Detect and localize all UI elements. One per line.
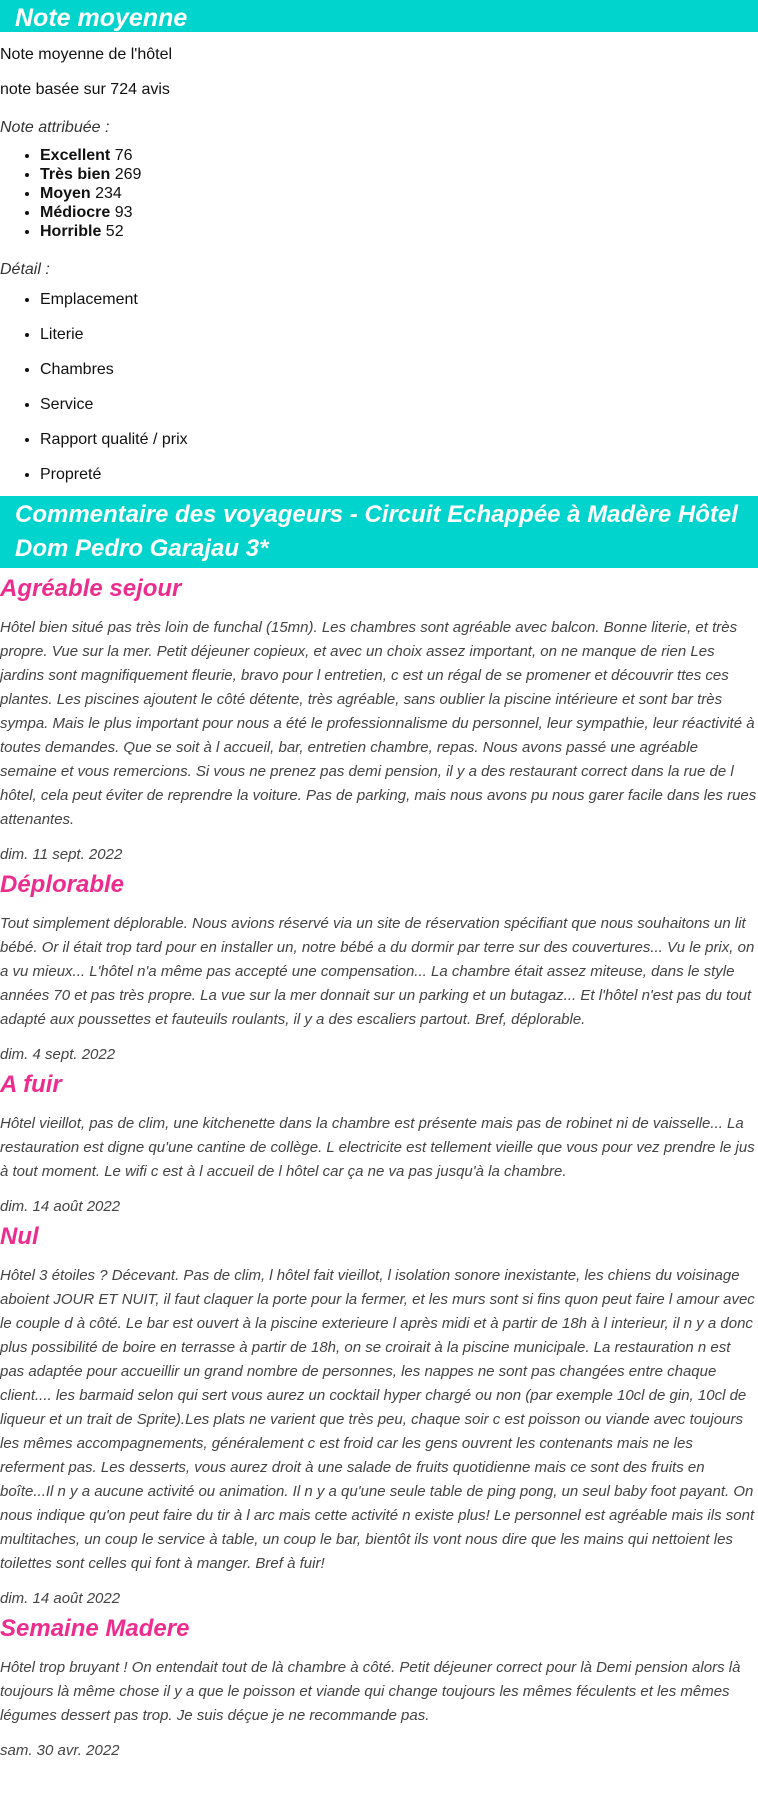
average-subtitle: Note moyenne de l'hôtel: [0, 46, 173, 63]
review-date: dim. 4 sept. 2022: [0, 1046, 116, 1063]
review-body: Hôtel vieillot, pas de clim, une kitchenette dans la chambre est présente mais pas de robinet ni de vaisselle... La restauration est digne qu'une cantine de collège. L electricite est tellement vieille que vous pour vez prendre le jus à tout moment. Le wifi c est à l accueil de l hôtel car ça ne va pas jusqu'à la chambre.: [0, 1115, 755, 1180]
reviews-section-title: Commentaire des voyageurs - Circuit Echappée à Madère Hôtel Dom Pedro Garajau 3*: [0, 496, 758, 568]
rating-item: [40, 203, 758, 222]
rating-count: 234: [95, 185, 122, 202]
review-body: Tout simplement déplorable. Nous avions réservé via un site de réservation spécifiant que nous souhaitons un lit bébé. Or il était trop tard pour en installer un, notre bébé a du dormir par terre sur des couvertures... Vu le prix, on a vu mieux... L'hôtel n'a même pas accepté une compensation... La chambre était assez miteuse, dans le style années 70 et pas très propre. La vue sur la mer donnait sur un parking et un butagaz... Et l'hôtel n'est pas du tout adapté aux poussettes et fauteuils roulants, il y a des escaliers partout. Bref, déplorable.: [0, 915, 755, 1028]
rating-count: 269: [114, 166, 142, 183]
review-body: Hôtel trop bruyant ! On entendait tout de là chambre à côté. Petit déjeuner correct pour là Demi pension alors là toujours là même chose il y a que le poisson et viande qui change toujours les mêmes féculents et les mêmes légumes dessert pas trop. Je suis déçue je ne recommande pas.: [0, 1659, 741, 1724]
rating-item: [40, 222, 758, 241]
detail-item: • Literie: [40, 325, 758, 345]
review-title: Déplorable: [0, 871, 125, 898]
rating-count: 52: [105, 223, 124, 240]
review-item: [0, 574, 758, 865]
review-date: dim. 14 août 2022: [0, 1590, 121, 1607]
review-title: Agréable sejour: [0, 575, 182, 602]
review-title: Nul: [0, 1223, 39, 1250]
review-title: A fuir: [0, 1071, 62, 1098]
review-item: [0, 1070, 758, 1217]
detail-item: • Rapport qualité / prix: [40, 430, 758, 450]
review-item: [0, 870, 758, 1065]
review-item: [0, 1222, 758, 1609]
review-item: [0, 1614, 758, 1761]
detail-item: • Chambres: [40, 360, 758, 380]
reviews-count: note basée sur 724 avis: [0, 81, 170, 98]
review-date: sam. 30 avr. 2022: [0, 1742, 120, 1759]
rating-label: Très bien: [40, 166, 111, 183]
detail-item: • Service: [40, 395, 758, 415]
review-list: [0, 574, 758, 1761]
rating-item: [40, 146, 758, 165]
detail-item: • Propreté: [40, 465, 758, 485]
details-list: [0, 290, 758, 485]
review-title: Semaine Madere: [0, 1615, 190, 1642]
rating-count: 93: [114, 204, 133, 221]
rating-label: Médiocre: [40, 204, 111, 221]
review-body: Hôtel 3 étoiles ? Décevant. Pas de clim, l hôtel fait vieillot, l isolation sonore inexistante, les chiens du voisinage aboient JOUR ET NUIT, il faut claquer la porte pour la fermer, et les murs sont si fins quon peut faire l amour avec le couple d à côté. Le bar est ouvert à la piscine exterieure l après midi et à partir de 18h à l interieur, il n y a donc plus possibilité de boire en terrasse à partir de 18h, on se croirait à la piscine municipale. La restauration n est pas adaptée pour accueillir un grand nombre de personnes, les nappes ne sont pas changées entre chaque client.... les barmaid selon qui sert vous aurez un cocktail hyper chargé ou non (par exemple 10cl de gin, 10cl de liqueur et un trait de Sprite).Les plats ne varient que très peu, chaque soir c est poisson ou viande avec toujours les mêmes accompagnements, généralement c est froid car les gens ouvrent les contenants mais ne les referment pas. Les desserts, vous aurez droit à une salade de fruits quotidienne mais ce sont des fruits en boîte...Il n y a aucune activité ou animation. Il n y a qu'une seule table de ping pong, un seul baby foot payant. On nous indique qu'on peut faire du tir à l arc mais cette activité n existe plus! Le personnel est agréable mais ils sont multitaches, un coup le service à table, un coup le bar, bientôt ils vont nous dire que les mains qui nettoient les toilettes sont celles qui font à manger. Bref à fuir!: [0, 1267, 755, 1572]
review-body: Hôtel bien situé pas très loin de funchal (15mn). Les chambres sont agréable avec balcon. Bonne literie, et très propre. Vue sur la mer. Petit déjeuner copieux, et avec un choix assez important, on ne manque de rien Les jardins sont magnifiquement fleurie, bravo pour l entretien, c est un régal de se promener et découvrir ttes ces plantes. Les piscines ajoutent le côté détente, très agréable, sans oublier la piscine intérieure et sont bar très sympa. Mais le plus important pour nous a été le professionnalisme du personnel, leur sympathie, leur réactivité à toutes demandes. Que se soit à l accueil, bar, entretien chambre, repas. Nous avons passé une agréable semaine et vous remercions. Si vous ne prenez pas demi pension, il y a des restaurant correct dans la rue de l hôtel, cela peut éviter de reprendre la voiture. Pas de parking, mais nous avons pu nous garer facile dans les rues attenantes.: [0, 619, 757, 828]
detail-item: • Emplacement: [40, 290, 758, 310]
ratings-list: [0, 146, 758, 241]
review-date: dim. 11 sept. 2022: [0, 846, 123, 863]
details-label: Détail :: [0, 261, 50, 278]
review-date: dim. 14 août 2022: [0, 1198, 121, 1215]
rating-label: Excellent: [40, 147, 111, 164]
rating-count: 76: [114, 147, 133, 164]
ratings-label: Note attribuée :: [0, 119, 110, 136]
rating-label: Moyen: [40, 185, 91, 202]
rating-label: Horrible: [40, 223, 102, 240]
rating-item: [40, 184, 758, 203]
average-section-title: Note moyenne: [0, 0, 758, 32]
rating-item: [40, 165, 758, 184]
